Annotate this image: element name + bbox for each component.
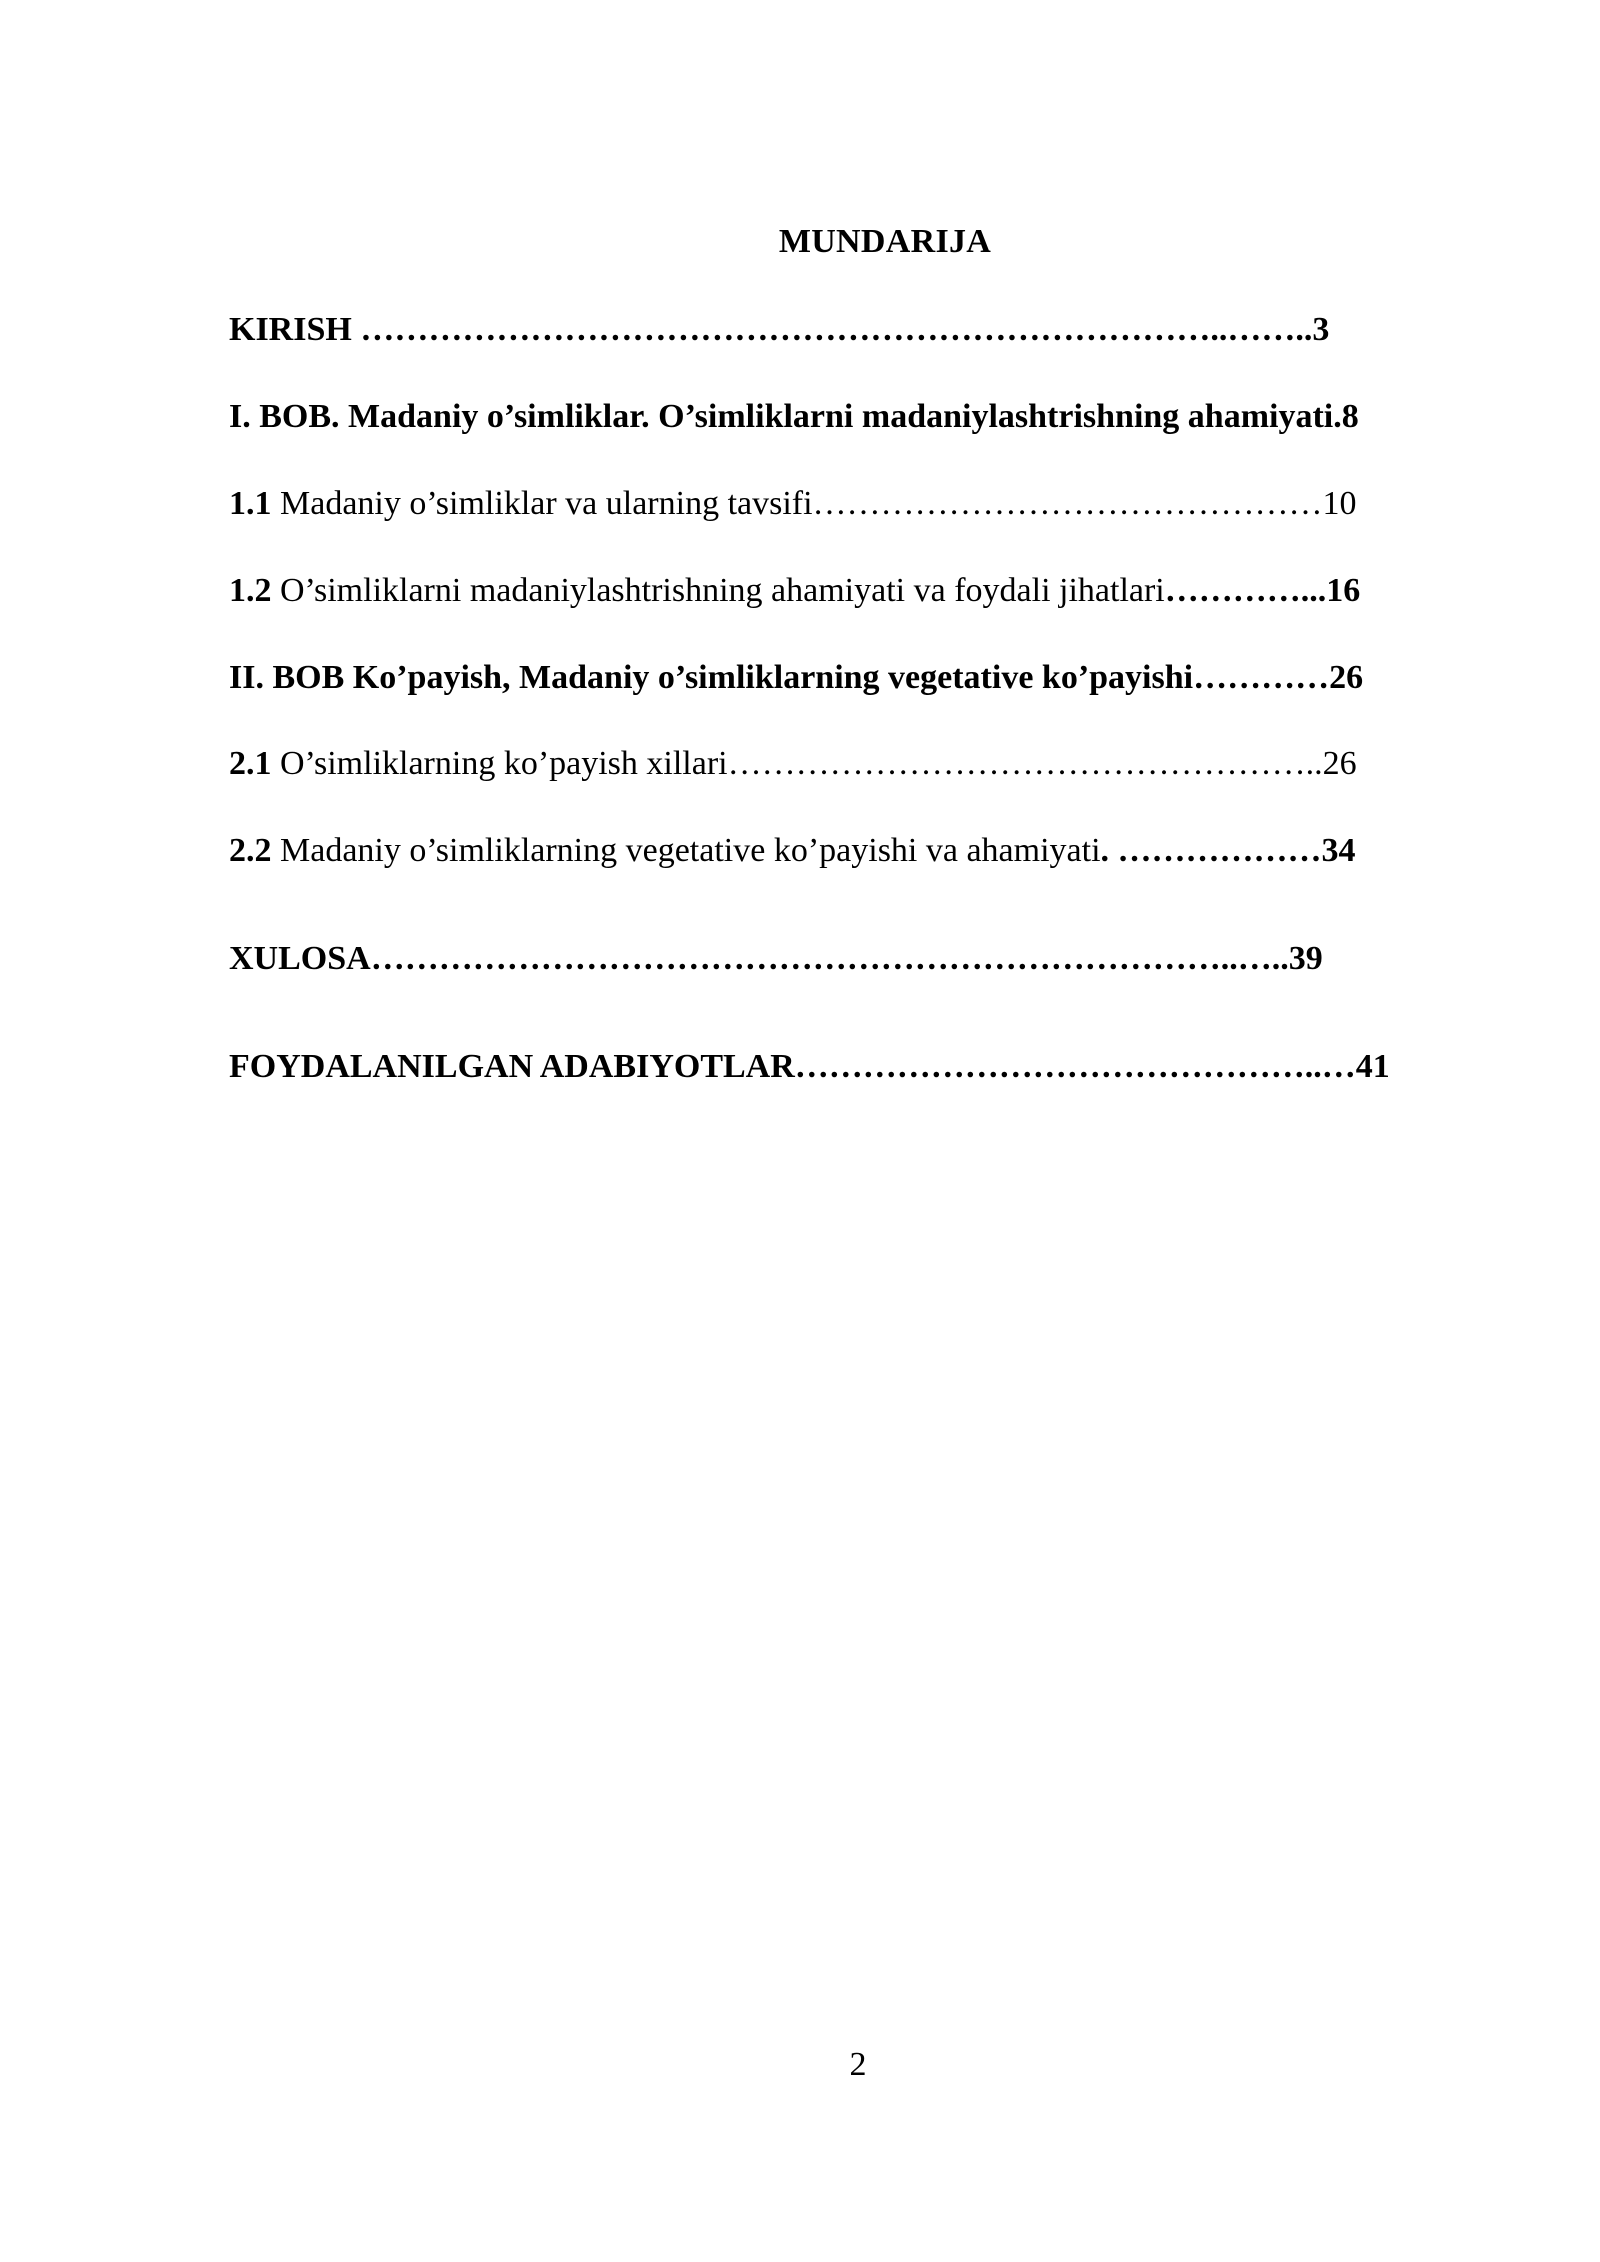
toc-entry-section-1-2: [229, 571, 1360, 611]
toc-entry-xulosa: [229, 939, 1323, 979]
toc-entry-text: Madaniy o’simliklar va ularning tavsifi………………………………………10: [271, 485, 1357, 522]
toc-entry-page: …………...16: [1164, 572, 1361, 609]
toc-entry-adabiyotlar: [229, 1047, 1390, 1087]
toc-entry-number: 2.1: [229, 745, 272, 782]
toc-entry-number: 1.2: [229, 572, 272, 609]
toc-entry-text: FOYDALANILGAN ADABIYOTLAR………………………………………..…41: [229, 1048, 1390, 1085]
toc-entry-text: II. BOB Ko’payish, Madaniy o’simliklarning vegetative ko’payishi…………26: [229, 659, 1364, 696]
page-number: 2: [849, 2046, 867, 2083]
toc-entry-text: XULOSA…………………………………………………………………..…..39: [229, 940, 1323, 977]
toc-entry-section-1-1: [229, 484, 1357, 524]
toc-entry-text: KIRISH …………………………………………………………………..……..3: [229, 311, 1330, 348]
toc-entry-section-2-2: [229, 831, 1356, 871]
toc-entry-text: I. BOB. Madaniy o’simliklar. O’simliklarni madaniylashtrishning ahamiyati.8: [229, 398, 1359, 435]
toc-entry-text: O’simliklarni madaniylashtrishning ahamiyati va foydali jihatlari: [271, 572, 1165, 609]
toc-entry-number: 2.2: [229, 832, 272, 869]
toc-entry-section-2-1: [229, 744, 1357, 784]
toc-entry-chapter-1: [229, 397, 1359, 437]
toc-entry-number: 1.1: [229, 485, 272, 522]
toc-entry-text: O’simliklarning ko’payish xillari……………………………………………..26: [271, 745, 1357, 782]
toc-entry-text: Madaniy o’simliklarning vegetative ko’payishi va ahamiyati: [271, 832, 1101, 869]
toc-entry-page: . ………………34: [1100, 832, 1356, 869]
toc-entry-chapter-2: [229, 658, 1363, 698]
toc-entry-kirish: [229, 310, 1329, 350]
page-title: MUNDARIJA: [778, 223, 992, 260]
